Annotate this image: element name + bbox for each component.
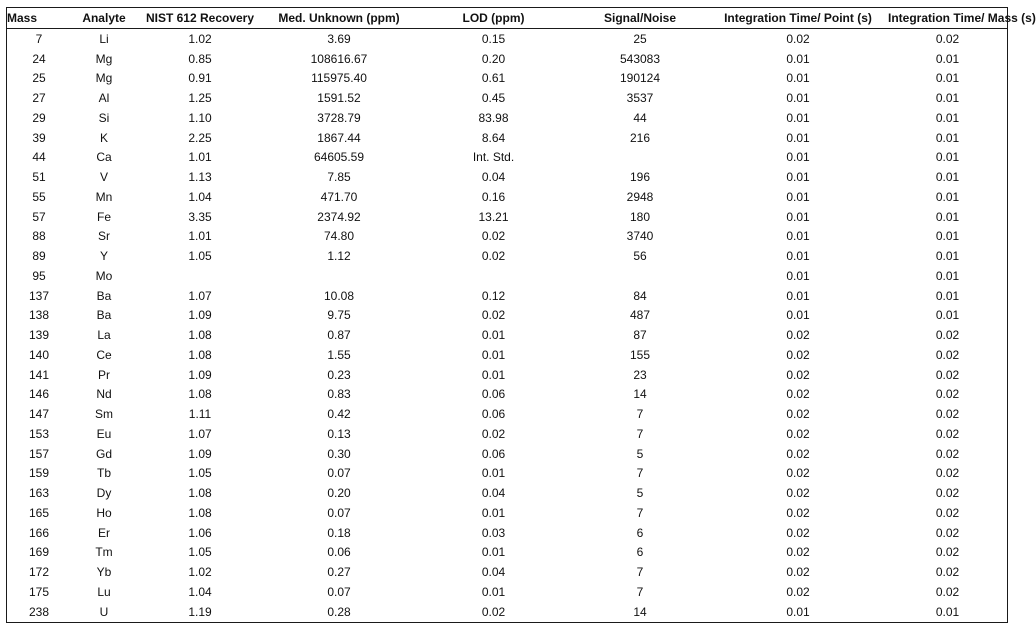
- cell-med-unknown: 0.20: [327, 486, 351, 501]
- cell-lod: 0.01: [481, 466, 506, 481]
- cell-lod: 0.01: [481, 328, 506, 343]
- cell-lod: 83.98: [478, 110, 509, 125]
- table-row: [7, 483, 1007, 503]
- cell-mass: 147: [28, 407, 50, 422]
- table-row: [7, 187, 1007, 207]
- cell-mass: 44: [32, 150, 46, 165]
- cell-integration-time-point: 0.02: [786, 347, 810, 362]
- cell-integration-time-point: 0.01: [786, 268, 810, 283]
- cell-med-unknown: 7.85: [327, 170, 351, 185]
- cell-integration-time-point: 0.01: [786, 170, 810, 185]
- table-row: [7, 207, 1007, 227]
- cell-lod: 0.04: [481, 170, 506, 185]
- cell-mass: 138: [28, 308, 50, 323]
- cell-analyte: Mg: [95, 71, 113, 86]
- table-row: [7, 325, 1007, 345]
- cell-med-unknown: 1867.44: [317, 130, 361, 145]
- cell-lod: 8.64: [481, 130, 506, 145]
- cell-nist-612-recovery: 1.08: [188, 387, 212, 402]
- cell-analyte: Y: [99, 249, 108, 264]
- cell-analyte: Tb: [96, 466, 111, 481]
- cell-med-unknown: 0.42: [327, 407, 351, 422]
- cell-integration-time-mass: 0.02: [935, 367, 960, 382]
- cell-signal-noise: 180: [629, 209, 651, 224]
- cell-mass: 238: [28, 604, 50, 619]
- cell-med-unknown: 0.83: [327, 387, 351, 402]
- cell-analyte: K: [99, 130, 108, 145]
- cell-integration-time-mass: 0.01: [935, 110, 960, 125]
- cell-med-unknown: 1.55: [327, 347, 351, 362]
- cell-analyte: Ho: [96, 505, 112, 520]
- cell-integration-time-mass: 0.01: [935, 71, 960, 86]
- cell-analyte: Eu: [96, 426, 112, 441]
- cell-integration-time-mass: 0.02: [935, 347, 960, 362]
- table-row: [7, 286, 1007, 306]
- cell-lod: 0.06: [481, 387, 506, 402]
- cell-analyte: Si: [98, 110, 110, 125]
- cell-analyte: U: [99, 604, 109, 619]
- cell-analyte: Ce: [96, 347, 112, 362]
- table-row: [7, 582, 1007, 602]
- cell-lod: 0.01: [481, 505, 506, 520]
- cell-integration-time-point: 0.01: [786, 71, 810, 86]
- cell-integration-time-mass: 0.01: [935, 229, 960, 244]
- cell-mass: 165: [28, 505, 50, 520]
- cell-integration-time-mass: 0.01: [935, 249, 960, 264]
- cell-signal-noise: 7: [636, 466, 644, 481]
- cell-analyte: Mn: [95, 189, 113, 204]
- cell-nist-612-recovery: 1.02: [188, 565, 212, 580]
- cell-signal-noise: 56: [633, 249, 647, 264]
- cell-med-unknown: 1591.52: [317, 91, 361, 106]
- header-analyte: Analyte: [71, 8, 137, 29]
- cell-nist-612-recovery: 1.09: [188, 367, 212, 382]
- cell-nist-612-recovery: 1.11: [188, 407, 212, 422]
- cell-mass: 51: [32, 170, 46, 185]
- cell-med-unknown: 0.07: [327, 584, 351, 599]
- cell-integration-time-mass: 0.01: [935, 308, 960, 323]
- cell-med-unknown: 0.13: [327, 426, 351, 441]
- header-nist-612-recovery: NIST 612 Recovery: [137, 8, 263, 29]
- cell-nist-612-recovery: 1.09: [188, 308, 212, 323]
- cell-mass: 139: [28, 328, 50, 343]
- cell-med-unknown: 9.75: [327, 308, 351, 323]
- cell-integration-time-mass: 0.02: [935, 584, 960, 599]
- cell-mass: 159: [28, 466, 50, 481]
- cell-mass: 153: [28, 426, 50, 441]
- cell-med-unknown: 0.07: [327, 466, 351, 481]
- cell-integration-time-mass: 0.02: [935, 426, 960, 441]
- cell-signal-noise: 5: [636, 486, 644, 501]
- cell-signal-noise: [572, 266, 708, 286]
- cell-signal-noise: [572, 148, 708, 168]
- cell-analyte: Mg: [95, 51, 113, 66]
- cell-signal-noise: 155: [629, 347, 651, 362]
- cell-integration-time-point: 0.02: [786, 565, 810, 580]
- cell-analyte: Dy: [96, 486, 112, 501]
- cell-mass: 137: [28, 288, 50, 303]
- cell-integration-time-point: 0.01: [786, 189, 810, 204]
- cell-mass: 95: [32, 268, 46, 283]
- cell-integration-time-point: 0.02: [786, 367, 810, 382]
- table-row: [7, 88, 1007, 108]
- header-row: [7, 8, 1007, 29]
- header-integration-time-mass: Integration Time/ Mass (s): [888, 8, 1007, 29]
- cell-signal-noise: 543083: [619, 51, 661, 66]
- cell-integration-time-point: 0.01: [786, 209, 810, 224]
- header-signal-noise: Signal/Noise: [572, 8, 708, 29]
- table-row: [7, 543, 1007, 563]
- cell-mass: 169: [28, 545, 50, 560]
- cell-mass: 157: [28, 446, 50, 461]
- table-row: [7, 424, 1007, 444]
- cell-lod: 0.61: [481, 71, 506, 86]
- cell-nist-612-recovery: 2.25: [188, 130, 212, 145]
- cell-integration-time-point: 0.02: [786, 387, 810, 402]
- table-row: [7, 464, 1007, 484]
- cell-nist-612-recovery: 1.13: [188, 170, 212, 185]
- cell-integration-time-mass: 0.01: [935, 288, 960, 303]
- cell-integration-time-point: 0.01: [786, 249, 810, 264]
- cell-nist-612-recovery: 1.08: [188, 328, 212, 343]
- cell-nist-612-recovery: [137, 266, 263, 286]
- cell-integration-time-mass: 0.02: [935, 328, 960, 343]
- cell-signal-noise: 25: [633, 31, 647, 46]
- cell-nist-612-recovery: 1.25: [188, 91, 212, 106]
- cell-integration-time-mass: 0.02: [935, 446, 960, 461]
- cell-integration-time-mass: 0.01: [935, 170, 960, 185]
- cell-med-unknown: [263, 266, 415, 286]
- header-mass: Mass: [7, 8, 71, 29]
- cell-signal-noise: 7: [636, 505, 644, 520]
- cell-integration-time-mass: 0.01: [935, 604, 960, 619]
- cell-integration-time-mass: 0.01: [935, 209, 960, 224]
- cell-med-unknown: 64605.59: [313, 150, 365, 165]
- cell-med-unknown: 74.80: [323, 229, 355, 244]
- cell-signal-noise: 7: [636, 584, 644, 599]
- cell-med-unknown: 0.27: [327, 565, 351, 580]
- cell-lod: 0.01: [481, 347, 506, 362]
- table-body: [7, 29, 1007, 622]
- cell-integration-time-mass: 0.02: [935, 486, 960, 501]
- cell-integration-time-point: 0.01: [786, 130, 810, 145]
- cell-analyte: Gd: [95, 446, 112, 461]
- cell-lod: 0.45: [481, 91, 506, 106]
- cell-lod: 0.04: [481, 486, 506, 501]
- cell-lod: 0.01: [481, 545, 506, 560]
- cell-analyte: Al: [98, 91, 110, 106]
- cell-med-unknown: 0.06: [327, 545, 351, 560]
- cell-integration-time-point: 0.01: [786, 229, 810, 244]
- cell-signal-noise: 84: [633, 288, 647, 303]
- cell-analyte: Tm: [95, 545, 113, 560]
- cell-integration-time-mass: 0.01: [935, 268, 960, 283]
- cell-mass: 140: [28, 347, 50, 362]
- cell-integration-time-mass: 0.02: [935, 466, 960, 481]
- table-row: [7, 246, 1007, 266]
- cell-mass: 57: [32, 209, 46, 224]
- cell-signal-noise: 196: [629, 170, 651, 185]
- table-row: [7, 602, 1007, 622]
- cell-lod: Int. Std.: [472, 150, 515, 165]
- cell-signal-noise: 6: [636, 525, 644, 540]
- cell-signal-noise: 7: [636, 407, 644, 422]
- cell-mass: 141: [28, 367, 50, 382]
- cell-integration-time-point: 0.02: [786, 31, 810, 46]
- cell-lod: 0.15: [481, 31, 506, 46]
- cell-med-unknown: 0.28: [327, 604, 351, 619]
- cell-integration-time-mass: 0.02: [935, 565, 960, 580]
- table-row: [7, 385, 1007, 405]
- cell-lod: 0.06: [481, 446, 506, 461]
- table-row: [7, 108, 1007, 128]
- data-table-frame: [6, 7, 1036, 623]
- cell-med-unknown: 2374.92: [317, 209, 361, 224]
- cell-mass: 89: [32, 249, 46, 264]
- table-row: [7, 148, 1007, 168]
- table-row: [7, 266, 1007, 286]
- cell-lod: 0.01: [481, 584, 506, 599]
- cell-lod: 0.16: [481, 189, 506, 204]
- cell-analyte: Nd: [96, 387, 112, 402]
- cell-mass: 55: [32, 189, 46, 204]
- cell-analyte: Ba: [96, 308, 112, 323]
- cell-integration-time-point: 0.02: [786, 505, 810, 520]
- cell-med-unknown: 0.30: [327, 446, 351, 461]
- cell-mass: 163: [28, 486, 50, 501]
- table-row: [7, 306, 1007, 326]
- table-row: [7, 562, 1007, 582]
- cell-analyte: Ca: [96, 150, 112, 165]
- cell-med-unknown: 115975.40: [311, 71, 367, 86]
- table-row: [7, 444, 1007, 464]
- cell-mass: 39: [32, 130, 46, 145]
- cell-analyte: La: [97, 328, 111, 343]
- cell-integration-time-point: 0.01: [786, 110, 810, 125]
- cell-lod: 0.02: [481, 229, 506, 244]
- cell-integration-time-mass: 0.01: [935, 51, 960, 66]
- cell-lod: 0.03: [481, 525, 506, 540]
- cell-nist-612-recovery: 1.01: [188, 150, 212, 165]
- cell-signal-noise: 190124: [619, 71, 661, 86]
- cell-integration-time-mass: 0.01: [935, 130, 960, 145]
- cell-integration-time-point: 0.02: [786, 486, 810, 501]
- cell-lod: 0.01: [481, 367, 506, 382]
- cell-analyte: Fe: [96, 209, 111, 224]
- cell-analyte: Er: [98, 525, 110, 540]
- cell-nist-612-recovery: 1.04: [188, 189, 212, 204]
- cell-lod: 0.02: [481, 308, 506, 323]
- cell-signal-noise: 487: [629, 308, 651, 323]
- cell-integration-time-point: 0.02: [786, 466, 810, 481]
- cell-nist-612-recovery: 1.08: [188, 505, 212, 520]
- cell-nist-612-recovery: 1.04: [188, 584, 212, 599]
- cell-analyte: Sr: [98, 229, 110, 244]
- cell-analyte: Li: [99, 31, 109, 46]
- cell-integration-time-point: 0.01: [786, 308, 810, 323]
- cell-mass: 172: [28, 565, 50, 580]
- cell-analyte: Yb: [96, 565, 112, 580]
- cell-integration-time-point: 0.01: [786, 288, 810, 303]
- cell-med-unknown: 0.18: [327, 525, 351, 540]
- cell-nist-612-recovery: 1.02: [188, 31, 212, 46]
- cell-mass: 25: [32, 71, 46, 86]
- cell-signal-noise: 14: [633, 604, 647, 619]
- cell-mass: 29: [32, 110, 46, 125]
- cell-lod: 0.06: [481, 407, 506, 422]
- cell-signal-noise: 6: [636, 545, 644, 560]
- cell-analyte: Pr: [98, 367, 110, 382]
- cell-signal-noise: 44: [633, 110, 647, 125]
- cell-nist-612-recovery: 3.35: [188, 209, 212, 224]
- cell-integration-time-point: 0.01: [786, 150, 810, 165]
- cell-integration-time-mass: 0.02: [935, 31, 960, 46]
- cell-integration-time-mass: 0.02: [935, 407, 960, 422]
- cell-nist-612-recovery: 1.07: [188, 426, 212, 441]
- cell-analyte: Lu: [97, 584, 111, 599]
- table-row: [7, 523, 1007, 543]
- cell-analyte: Ba: [96, 288, 112, 303]
- cell-integration-time-point: 0.01: [786, 604, 810, 619]
- cell-analyte: V: [99, 170, 108, 185]
- table-row: [7, 404, 1007, 424]
- cell-lod: 0.02: [481, 426, 506, 441]
- cell-med-unknown: 108616.67: [310, 51, 368, 66]
- cell-nist-612-recovery: 1.09: [188, 446, 212, 461]
- cell-integration-time-point: 0.02: [786, 584, 810, 599]
- cell-lod: 0.20: [481, 51, 506, 66]
- cell-mass: 24: [32, 51, 46, 66]
- cell-signal-noise: 14: [633, 387, 647, 402]
- cell-signal-noise: 87: [633, 328, 647, 343]
- cell-mass: 146: [28, 387, 50, 402]
- cell-nist-612-recovery: 0.85: [188, 51, 212, 66]
- cell-med-unknown: 3.69: [327, 31, 351, 46]
- cell-nist-612-recovery: 1.08: [188, 347, 212, 362]
- table-row: [7, 227, 1007, 247]
- cell-analyte: Mo: [95, 268, 113, 283]
- cell-med-unknown: 3728.79: [317, 110, 361, 125]
- cell-integration-time-mass: 0.02: [935, 545, 960, 560]
- cell-integration-time-point: 0.02: [786, 446, 810, 461]
- cell-med-unknown: 0.87: [327, 328, 351, 343]
- cell-integration-time-mass: 0.01: [935, 189, 960, 204]
- cell-integration-time-point: 0.02: [786, 545, 810, 560]
- header-integration-time-point: Integration Time/ Point (s): [708, 8, 888, 29]
- cell-lod: [415, 266, 572, 286]
- cell-med-unknown: 1.12: [327, 249, 351, 264]
- table-row: [7, 345, 1007, 365]
- cell-integration-time-point: 0.02: [786, 407, 810, 422]
- cell-lod: 0.02: [481, 249, 506, 264]
- cell-med-unknown: 0.23: [327, 367, 351, 382]
- cell-signal-noise: 23: [633, 367, 647, 382]
- cell-signal-noise: 7: [636, 565, 644, 580]
- data-table: [7, 8, 1036, 622]
- cell-signal-noise: 5: [636, 446, 644, 461]
- header-lod: LOD (ppm): [415, 8, 572, 29]
- cell-nist-612-recovery: 1.08: [188, 486, 212, 501]
- table-row: [7, 29, 1007, 49]
- cell-integration-time-point: 0.02: [786, 525, 810, 540]
- table-row: [7, 128, 1007, 148]
- cell-nist-612-recovery: 1.07: [188, 288, 212, 303]
- cell-mass: 175: [28, 584, 50, 599]
- cell-mass: 7: [35, 31, 43, 46]
- table-row: [7, 503, 1007, 523]
- cell-integration-time-mass: 0.01: [935, 91, 960, 106]
- table-row: [7, 49, 1007, 69]
- cell-signal-noise: 216: [629, 130, 651, 145]
- cell-nist-612-recovery: 1.05: [188, 466, 212, 481]
- cell-integration-time-mass: 0.01: [935, 150, 960, 165]
- cell-integration-time-mass: 0.02: [935, 387, 960, 402]
- table-row: [7, 167, 1007, 187]
- cell-signal-noise: 3740: [626, 229, 654, 244]
- cell-lod: 0.04: [481, 565, 506, 580]
- cell-signal-noise: 3537: [626, 91, 654, 106]
- header-med-unknown: Med. Unknown (ppm): [263, 8, 415, 29]
- cell-nist-612-recovery: 1.10: [188, 110, 212, 125]
- cell-med-unknown: 10.08: [323, 288, 355, 303]
- cell-mass: 88: [32, 229, 46, 244]
- cell-integration-time-point: 0.02: [786, 328, 810, 343]
- cell-integration-time-mass: 0.02: [935, 505, 960, 520]
- cell-integration-time-mass: 0.02: [935, 525, 960, 540]
- table-row: [7, 365, 1007, 385]
- cell-nist-612-recovery: 1.01: [188, 229, 212, 244]
- cell-nist-612-recovery: 0.91: [188, 71, 212, 86]
- cell-med-unknown: 471.70: [320, 189, 358, 204]
- cell-med-unknown: 0.07: [327, 505, 351, 520]
- cell-signal-noise: 2948: [626, 189, 654, 204]
- cell-lod: 0.02: [481, 604, 506, 619]
- cell-nist-612-recovery: 1.05: [188, 545, 212, 560]
- cell-mass: 166: [28, 525, 50, 540]
- cell-integration-time-point: 0.02: [786, 426, 810, 441]
- cell-integration-time-point: 0.01: [786, 51, 810, 66]
- cell-nist-612-recovery: 1.19: [188, 604, 212, 619]
- cell-integration-time-point: 0.01: [786, 91, 810, 106]
- cell-analyte: Sm: [95, 407, 113, 422]
- cell-lod: 13.21: [478, 209, 509, 224]
- cell-signal-noise: 7: [636, 426, 644, 441]
- cell-lod: 0.12: [481, 288, 506, 303]
- cell-mass: 27: [32, 91, 46, 106]
- table-row: [7, 69, 1007, 89]
- cell-nist-612-recovery: 1.06: [188, 525, 212, 540]
- cell-nist-612-recovery: 1.05: [188, 249, 212, 264]
